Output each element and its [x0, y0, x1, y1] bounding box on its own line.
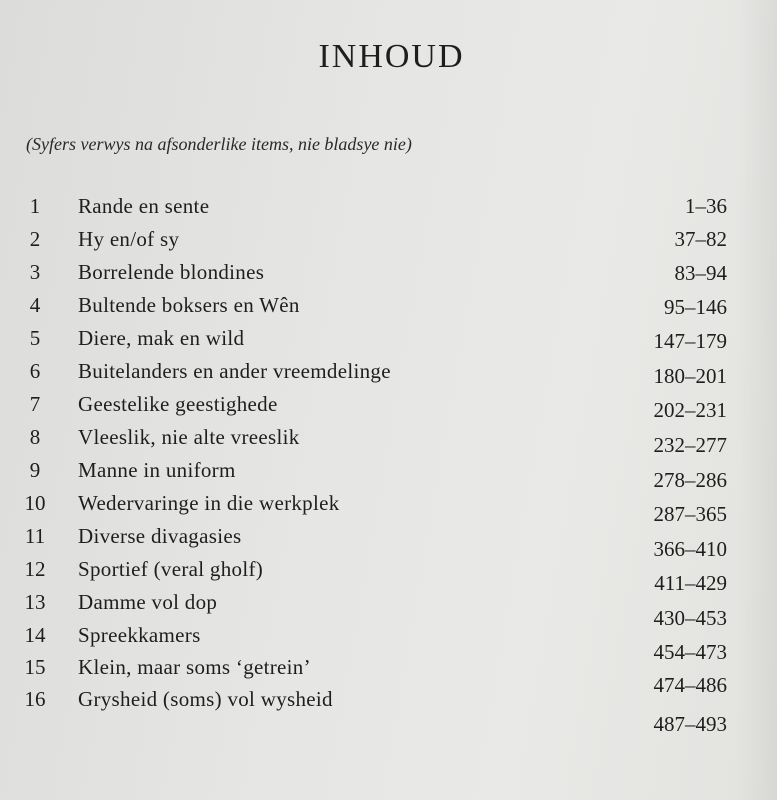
entry-range: 287–365: [653, 502, 727, 526]
entry-label: Borrelende blondines: [78, 260, 265, 284]
contents-entry: [0, 227, 777, 259]
entry-range: 202–231: [653, 398, 727, 422]
entry-number: 14: [24, 623, 46, 647]
entry-label: Grysheid (soms) vol wysheid: [78, 687, 333, 711]
entry-label: Buitelanders en ander vreemdelinge: [78, 359, 391, 383]
entry-label: Geestelike geestighede: [78, 392, 278, 416]
entry-range: 278–286: [653, 468, 727, 492]
contents-entry: [0, 458, 777, 490]
entry-range: 474–486: [653, 673, 727, 697]
entry-label: Sportief (veral gholf): [78, 557, 264, 581]
entry-number: 5: [29, 326, 41, 350]
entry-number: 15: [24, 655, 46, 679]
entry-number: 4: [29, 293, 41, 317]
entry-range: 366–410: [653, 537, 727, 561]
entry-range: 430–453: [653, 606, 727, 630]
page-title: INHOUD: [318, 38, 465, 75]
entry-number: 13: [24, 590, 46, 614]
entry-label: Wedervaringe in die werkplek: [78, 491, 340, 515]
entry-number: 7: [29, 392, 41, 416]
entry-label: Klein, maar soms ‘getrein’: [78, 655, 311, 679]
entry-range: 411–429: [654, 571, 727, 595]
entry-range: 95–146: [664, 295, 727, 319]
entry-range: 147–179: [653, 329, 727, 353]
contents-entry: [0, 491, 777, 526]
page-subtitle: (Syfers verwys na afsonderlike items, nie bladsye nie): [26, 134, 412, 154]
entry-range: 454–473: [653, 640, 727, 664]
entry-label: Rande en sente: [78, 194, 210, 218]
contents-entry: [0, 194, 777, 226]
entry-number: 10: [24, 491, 46, 515]
contents-entry: [0, 326, 777, 358]
entry-number: 12: [24, 557, 46, 581]
entry-label: Bultende boksers en Wên: [78, 293, 300, 317]
entry-label: Diverse divagasies: [78, 524, 242, 548]
entry-label: Manne in uniform: [78, 458, 236, 482]
entry-label: Vleeslik, nie alte vreeslik: [78, 425, 300, 449]
entry-label: Damme vol dop: [78, 590, 218, 614]
entry-range: 37–82: [674, 227, 727, 251]
entry-number: 9: [29, 458, 41, 482]
contents-entry: [0, 392, 777, 424]
entry-range: 232–277: [653, 433, 727, 457]
contents-entry: [0, 557, 777, 595]
page-shadow: [737, 0, 777, 800]
entry-number: 16: [24, 687, 46, 711]
entry-label: Hy en/of sy: [78, 227, 180, 251]
entry-number: 11: [24, 524, 46, 548]
contents-entry: [0, 590, 777, 630]
entry-label: Spreekkamers: [78, 623, 201, 647]
contents-entry: [0, 524, 777, 561]
contents-entry: [0, 260, 777, 292]
entry-range: 1–36: [685, 194, 727, 218]
contents-entry: [0, 425, 777, 457]
entry-range: 83–94: [674, 261, 727, 285]
entry-range: 180–201: [653, 364, 727, 388]
contents-entry: [0, 293, 777, 325]
entry-number: 1: [29, 194, 41, 218]
entry-number: 6: [29, 359, 41, 383]
entry-number: 2: [29, 227, 41, 251]
contents-entry: [0, 359, 777, 391]
entry-number: 3: [29, 260, 41, 284]
entry-range: 487–493: [653, 712, 727, 736]
contents-entry: [0, 623, 777, 664]
contents-entry: [0, 655, 777, 697]
entry-label: Diere, mak en wild: [78, 326, 245, 350]
entry-number: 8: [29, 425, 41, 449]
